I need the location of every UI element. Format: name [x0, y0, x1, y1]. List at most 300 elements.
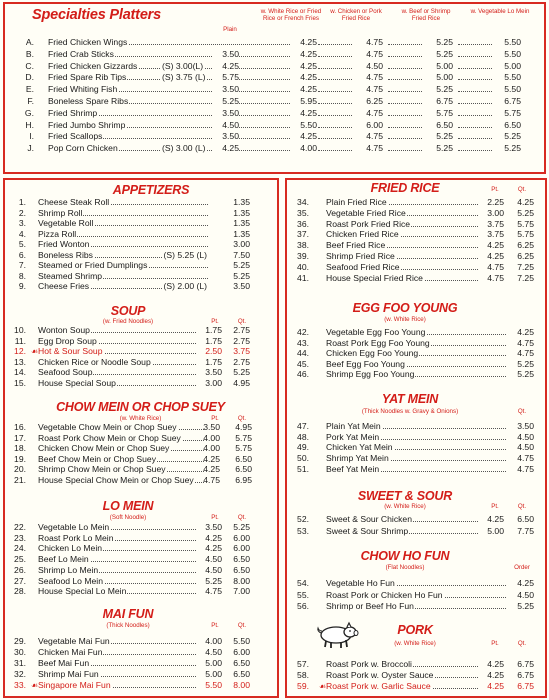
item-price: 5.25 [426, 49, 453, 60]
section-title: YAT MEIN [381, 392, 439, 406]
item-number: 35. [297, 207, 309, 218]
item-number: 56. [297, 601, 309, 611]
item-name-text: Steamed Shrimp [38, 270, 103, 281]
item-name-text: House Special Fried Rice [326, 272, 423, 283]
item-number: 48. [297, 431, 309, 442]
item-name [38, 433, 204, 444]
item-number: 42. [297, 327, 309, 337]
dot-leader [458, 68, 492, 69]
dot-leader [318, 115, 352, 116]
section-subtitle: (w. White Rice) [119, 415, 162, 422]
item-price: 4.25 [290, 108, 317, 119]
item-price: 1.35 [233, 197, 250, 207]
item-price: 7.75 [517, 525, 534, 536]
item-number: 47. [297, 421, 309, 431]
item-number: 27. [14, 575, 26, 586]
item-price: 6.95 [235, 475, 252, 485]
item-price: 5.25 [212, 96, 239, 107]
column-header: Plain [223, 26, 237, 33]
item-price: 8.00 [233, 679, 250, 690]
specialties-item-row[interactable] [0, 131, 549, 142]
item-price: 6.75 [494, 96, 521, 107]
column-header: Qt. [517, 640, 527, 647]
section-title: MAI FUN [102, 607, 154, 621]
item-name-text: Vegetable Chow Mein or Chop Suey [38, 422, 177, 432]
section-title: Specialties Platters [32, 7, 161, 23]
item-price: 5.75 [212, 72, 239, 83]
item-price: 5.00 [205, 668, 222, 679]
item-price: 4.50 [517, 431, 534, 442]
column-header: Qt. [237, 415, 247, 422]
item-number: 23. [14, 532, 26, 543]
item-number: 36. [297, 218, 309, 229]
pig-icon [312, 620, 362, 650]
item-price: 6.50 [426, 120, 453, 131]
item-price: 5.75 [235, 443, 252, 454]
item-price: 5.50 [290, 120, 317, 131]
item-number: 45. [297, 358, 309, 369]
item-price: 5.50 [494, 37, 521, 48]
item-price: 6.75 [517, 681, 534, 692]
column-header: Qt. [237, 514, 247, 521]
item-name-text: Plain Yat Mein [326, 421, 381, 431]
item-name [326, 681, 478, 692]
item-price: 4.25 [487, 514, 504, 524]
item-name-text: Pizza Roll [38, 228, 77, 239]
item-name-text: Shrimp Mai Fun [38, 668, 99, 679]
item-price: 6.25 [356, 96, 383, 107]
item-name [326, 262, 478, 273]
item-name [326, 208, 478, 219]
item-price: 5.00 [426, 72, 453, 83]
item-number: 10. [14, 325, 26, 335]
item-price: 4.00 [203, 432, 220, 443]
item-number: 3. [18, 218, 26, 228]
item-price: 4.25 [290, 61, 317, 72]
item-number: 39. [297, 251, 309, 261]
item-price: 6.50 [494, 120, 521, 131]
column-header: Pt. [491, 503, 499, 510]
item-name-text: House Special Lo Mein [38, 586, 127, 597]
item-name-text: Plain Fried Rice [326, 197, 387, 207]
mai_fun-item-row[interactable] [0, 636, 549, 647]
item-price: 4.75 [205, 586, 222, 597]
item-number: 51. [297, 463, 309, 474]
item-price: 3.50 [212, 49, 239, 60]
section-subtitle: (w. White Rice) [384, 316, 426, 323]
item-price: 7.50 [233, 249, 250, 260]
item-price: 7.00 [233, 586, 250, 597]
item-price: 3.50 [205, 367, 222, 378]
column-header: Qt. [517, 503, 527, 510]
column-header: Order [514, 564, 530, 571]
item-price: 1.35 [233, 207, 250, 218]
column-header: Pt. [211, 622, 219, 629]
item-price: 4.75 [356, 37, 383, 48]
item-number: 19. [14, 453, 26, 464]
item-price: 5.25 [233, 522, 250, 532]
item-price: 5.25 [517, 601, 534, 611]
column-header: Qt. [237, 318, 247, 325]
dot-leader [388, 56, 422, 57]
item-name-text: Chicken Fried Rice [326, 229, 399, 240]
item-number: A. [25, 37, 34, 47]
item-price: 5.00 [487, 525, 504, 536]
item-price: 4.25 [212, 143, 239, 154]
item-name-text: Shrimp Egg Foo Young [326, 369, 415, 380]
item-name [326, 348, 506, 359]
item-price: 3.50 [517, 421, 534, 431]
item-number: 20. [14, 464, 26, 475]
item-price: 4.50 [205, 646, 222, 657]
item-price: 4.75 [487, 272, 504, 283]
item-name [326, 578, 506, 589]
specialties-item-row[interactable] [0, 72, 549, 83]
specialties-item-row[interactable] [0, 108, 549, 119]
item-name-text: Fried Chicken Wings [48, 37, 128, 47]
item-size-note: (S) 3.00 (L) [162, 143, 206, 154]
item-price: 5.25 [494, 131, 521, 142]
column-header: w. Vegetable Lo Mein [470, 8, 530, 15]
column-header: Pt. [211, 318, 219, 325]
mai_fun-item-row[interactable] [0, 647, 549, 658]
item-price: 4.95 [233, 378, 250, 388]
item-price: 5.25 [426, 37, 453, 48]
item-price: 5.50 [205, 679, 222, 690]
item-price: 5.50 [233, 636, 250, 646]
item-name [326, 601, 506, 612]
item-price: 5.50 [494, 84, 521, 95]
item-price: 3.50 [212, 108, 239, 119]
item-price: 4.00 [203, 443, 220, 454]
item-price: 4.50 [356, 61, 383, 72]
item-name [326, 338, 506, 349]
item-price: 2.25 [487, 197, 504, 207]
dot-leader [318, 127, 352, 128]
item-price: 1.75 [205, 325, 222, 335]
item-number: 44. [297, 348, 309, 359]
item-price: 5.00 [426, 61, 453, 72]
item-name-text: Roast Pork w. Garlic Sauce [326, 681, 431, 692]
item-name [326, 251, 478, 262]
item-name [38, 647, 196, 658]
item-name-text: Chicken Egg Foo Young [326, 348, 419, 359]
item-price: 4.25 [290, 49, 317, 60]
item-name-text: Vegetable Fried Rice [326, 207, 406, 218]
item-name [326, 359, 506, 370]
item-name [326, 327, 506, 338]
item-price: 2.50 [205, 346, 222, 357]
column-header: Qt. [237, 622, 247, 629]
item-name-text: Beef Egg Foo Young [326, 358, 405, 369]
item-number: 25. [14, 554, 26, 565]
item-name-text: Chicken Mai Fun [38, 646, 103, 657]
dot-leader [458, 115, 492, 116]
item-name [48, 131, 310, 142]
section-subtitle: (w. White Rice) [394, 640, 436, 647]
item-price: 3.50 [203, 422, 220, 432]
dot-leader [318, 103, 352, 104]
item-number: 55. [297, 589, 309, 600]
item-name [326, 526, 478, 537]
item-number: 37. [297, 229, 309, 240]
item-price: 3.50 [212, 131, 239, 142]
item-name-text: Pop Corn Chicken [48, 143, 118, 154]
item-name [48, 143, 310, 154]
item-price: 1.35 [233, 228, 250, 239]
item-name-text: Fried Chicken Gizzards [48, 60, 138, 71]
section-title: SOUP [110, 304, 146, 318]
item-name-text: Egg Drop Soup [38, 335, 97, 346]
section-title: LO MEIN [102, 499, 154, 513]
dot-leader [318, 68, 352, 69]
item-price: 5.25 [426, 131, 453, 142]
item-name [38, 554, 196, 565]
item-name [48, 61, 310, 72]
item-name [326, 464, 506, 475]
column-header: Pt. [491, 186, 499, 193]
item-name-text: House Special Soup [38, 378, 116, 388]
item-number: 29. [14, 636, 26, 646]
dot-leader [388, 127, 422, 128]
item-price: 6.25 [517, 251, 534, 261]
item-name-text: Fried Shrimp [48, 107, 98, 118]
dot-leader [388, 44, 422, 45]
item-number: 52. [297, 514, 309, 524]
dot-leader [458, 103, 492, 104]
item-name-text: Vegetable Ho Fun [326, 578, 395, 588]
item-price: 4.75 [356, 143, 383, 154]
specialties-item-row[interactable] [0, 96, 549, 107]
dot-leader [318, 91, 352, 92]
item-size-note: (S) 5.25 (L) [163, 249, 207, 260]
item-price: 4.75 [517, 453, 534, 464]
item-number: 57. [297, 659, 309, 669]
specialties-item-row[interactable] [0, 120, 549, 131]
item-price: 4.25 [487, 659, 504, 669]
item-price: 7.25 [517, 261, 534, 272]
dot-leader [318, 150, 352, 151]
item-number: 32. [14, 668, 26, 679]
item-price: 4.75 [203, 475, 220, 485]
item-price: 3.75 [233, 346, 250, 357]
pepper-icon: ☙ [31, 680, 39, 690]
specialties-item-row[interactable] [0, 61, 549, 72]
item-name-text: Sweet & Sour Shrimp [326, 525, 409, 536]
dot-leader [458, 127, 492, 128]
item-number: 43. [297, 337, 309, 348]
item-name [326, 229, 478, 240]
item-name-text: Shrimp Yat Mein [326, 453, 389, 464]
specialties-item-row[interactable] [0, 49, 549, 60]
column-header: Pt. [491, 640, 499, 647]
item-price: 4.75 [356, 131, 383, 142]
item-name [326, 197, 478, 208]
section-subtitle: (w. White Rice) [384, 503, 426, 510]
dot-leader [458, 56, 492, 57]
item-name-text: Boneless Spare Ribs [48, 96, 129, 106]
item-name-text: Cheese Steak Roll [38, 197, 110, 207]
item-number: 1. [18, 197, 26, 207]
item-number: 33. [14, 679, 26, 690]
item-price: 6.50 [233, 657, 250, 668]
item-price: 4.25 [203, 464, 220, 475]
item-name-text: Seafood Fried Rice [326, 261, 400, 272]
item-name [326, 590, 506, 601]
item-name-text: Boneless Ribs [38, 249, 93, 260]
item-name-text: Singapore Mai Fun [38, 679, 111, 690]
item-name-text: Vegetable Egg Foo Young [326, 327, 426, 337]
item-name [326, 453, 506, 464]
section-subtitle: (w. Fried Noodles) [102, 318, 154, 325]
item-price: 4.25 [205, 532, 222, 543]
item-number: 31. [14, 657, 26, 668]
item-number: B. [25, 48, 34, 59]
item-name-text: Roast Pork w. Oyster Sauce [326, 670, 434, 681]
item-name-text: Wonton Soup [38, 325, 90, 335]
dot-leader [458, 44, 492, 45]
item-name-text: Vegetable Lo Mein [38, 522, 110, 532]
item-price: 5.50 [494, 72, 521, 83]
pepper-icon: ☙ [319, 682, 327, 692]
item-number: 22. [14, 522, 26, 532]
item-price: 5.25 [494, 143, 521, 154]
column-header: Pt. [211, 415, 219, 422]
item-price: 4.00 [205, 636, 222, 646]
item-name-text: Fried Wonton [38, 239, 90, 249]
column-header: Pt. [211, 514, 219, 521]
item-name [326, 219, 478, 230]
item-price: 6.00 [233, 532, 250, 543]
item-price: 4.25 [212, 61, 239, 72]
item-price: 3.00 [233, 239, 250, 249]
section-title: SWEET & SOUR [357, 489, 453, 503]
item-price: 3.75 [487, 218, 504, 229]
item-name-text: Beef Chow Mein or Chop Suey [38, 453, 156, 464]
item-number: 5. [18, 239, 26, 249]
item-name-text: Fried Crab Sticks [48, 48, 114, 59]
item-name-text: Seafood Soup [38, 367, 93, 378]
chow_ho_fun-item-row[interactable] [0, 601, 549, 612]
column-header: w. White Rice or Fried Rice or French Fries [260, 8, 322, 22]
item-number: 54. [297, 578, 309, 588]
item-price: 6.00 [233, 646, 250, 657]
item-price: 6.00 [356, 120, 383, 131]
item-number: 14. [14, 367, 26, 378]
dot-leader [388, 79, 422, 80]
item-price: 4.50 [205, 554, 222, 565]
dot-leader [388, 138, 422, 139]
specialties-item-row[interactable] [0, 84, 549, 95]
item-price: 4.75 [356, 84, 383, 95]
item-number: 34. [297, 197, 309, 207]
dot-leader [388, 103, 422, 104]
item-size-note: (S) 3.75 (L) [162, 72, 206, 83]
item-price: 1.75 [205, 335, 222, 346]
item-number: 26. [14, 564, 26, 575]
item-price: 4.25 [290, 84, 317, 95]
item-price: 4.50 [205, 564, 222, 575]
dot-leader [318, 79, 352, 80]
dot-leader [388, 115, 422, 116]
item-name-text: Fried Whiting Fish [48, 84, 118, 95]
item-name-text: Chicken Chow Mein or Chop Suey [38, 443, 170, 454]
section-title: APPETIZERS [112, 183, 190, 197]
item-name-text: Vegetable Roll [38, 218, 94, 228]
item-name [326, 369, 506, 380]
item-price: 4.75 [517, 337, 534, 348]
item-name [38, 565, 196, 576]
item-name [48, 96, 310, 107]
item-name [326, 659, 478, 670]
dot-leader [458, 79, 492, 80]
item-price: 2.75 [233, 325, 250, 335]
item-price: 6.75 [426, 96, 453, 107]
item-price: 6.50 [235, 453, 252, 464]
item-price: 4.25 [517, 327, 534, 337]
item-price: 4.75 [517, 348, 534, 359]
section-subtitle: (Thick Noodles w. Gravy & Onions) [361, 408, 459, 415]
item-price: 4.25 [487, 670, 504, 681]
item-price: 4.75 [517, 463, 534, 474]
item-name [326, 670, 478, 681]
dot-leader [388, 91, 422, 92]
item-price: 5.25 [233, 260, 250, 270]
item-price: 4.50 [517, 442, 534, 453]
item-size-note: (S) 3.00(L) [162, 60, 204, 71]
item-name-text: Beef Lo Mein [38, 554, 89, 565]
item-name-text: Cheese Fries [38, 281, 90, 291]
section-subtitle: (Flat Noodles) [385, 564, 425, 571]
specialties-item-row[interactable] [0, 37, 549, 48]
chow_mein-item-row[interactable] [0, 475, 549, 486]
item-name-text: Roast Pork or Chicken Ho Fun [326, 589, 443, 600]
item-number: 58. [297, 670, 309, 681]
item-name [48, 120, 310, 131]
column-header: w. Beef or Shrimp Fried Rice [401, 8, 451, 22]
item-price: 5.25 [517, 207, 534, 218]
item-price: 4.75 [487, 261, 504, 272]
item-number: 17. [14, 432, 26, 443]
item-price: 5.75 [426, 108, 453, 119]
item-name [48, 108, 310, 119]
item-name-text: Chicken Lo Mein [38, 543, 103, 554]
item-number: H. [25, 119, 34, 130]
item-name [326, 240, 478, 251]
pepper-icon: ☙ [31, 347, 39, 357]
item-number: C. [25, 60, 34, 71]
item-price: 4.25 [205, 543, 222, 554]
item-price: 3.50 [212, 84, 239, 95]
item-number: 28. [14, 586, 26, 597]
item-price: 5.95 [290, 96, 317, 107]
item-number: 4. [18, 228, 26, 239]
item-price: 5.00 [205, 657, 222, 668]
specialties-item-row[interactable] [0, 143, 549, 154]
item-price: 5.75 [235, 432, 252, 443]
item-number: 11. [14, 335, 26, 346]
item-name-text: Beef Mai Fun [38, 657, 90, 668]
item-price: 5.25 [517, 369, 534, 380]
item-name [48, 72, 310, 83]
item-number: 40. [297, 261, 309, 272]
item-number: G. [24, 107, 34, 118]
dot-leader [458, 150, 492, 151]
item-name [326, 514, 478, 525]
item-price: 5.25 [233, 270, 250, 281]
item-price: 5.25 [517, 358, 534, 369]
item-price: 4.25 [487, 240, 504, 251]
